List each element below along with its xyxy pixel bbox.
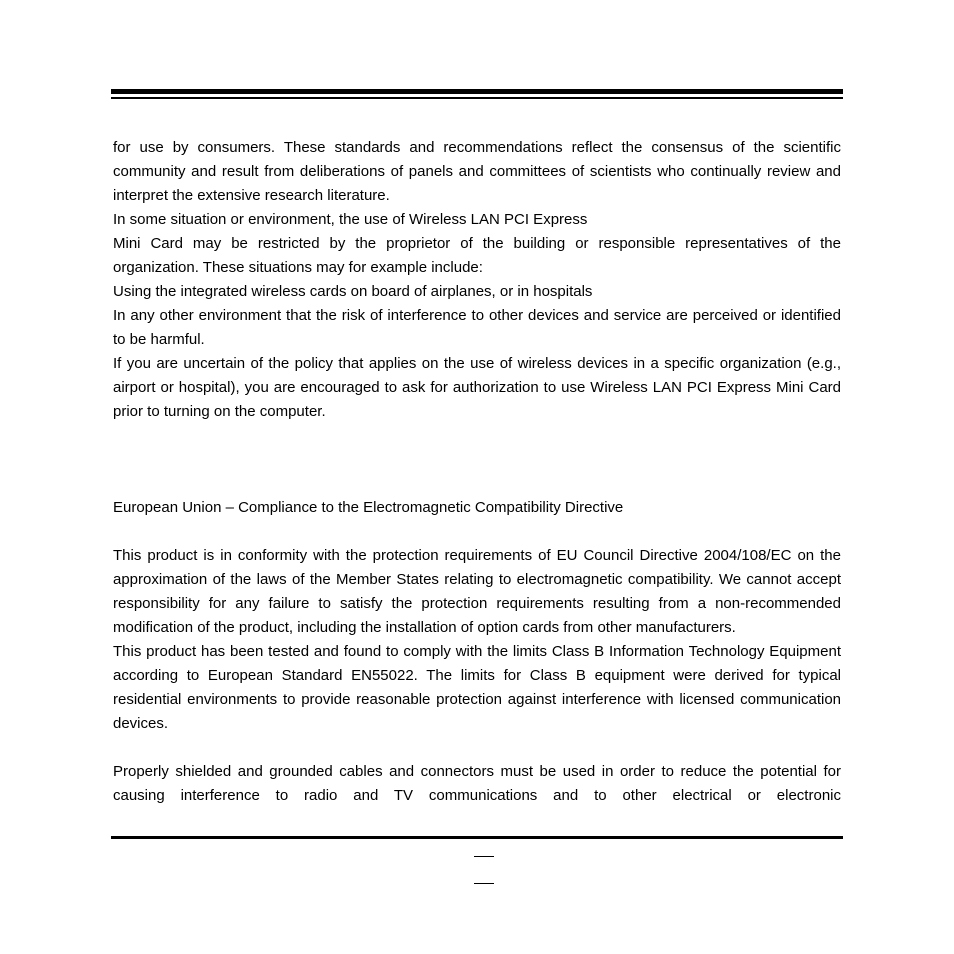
body-paragraph-5: In any other environment that the risk of interference to other devices and service are perceived or identified to be harmful. (113, 307, 841, 348)
body-paragraph-6: If you are uncertain of the policy that applies on the use of wireless devices in a specific organization (e.g., airport or hospital), you are encouraged to ask for authorization to use Wireless LAN PCI Express Mini Card prior to turning on the computer. (113, 355, 841, 420)
eu-paragraph-1: This product is in conformity with the protection requirements of EU Council Directive 2004/108/EC on the approximation of the laws of the Member States relating to electromagnetic compatibility. We cannot accept responsibility for any failure to satisfy the protection requirements resulting from a non-recommended modification of the product, including the installation of option cards from other manufacturers. (113, 547, 841, 636)
page-body (113, 136, 841, 808)
section-heading: European Union – Compliance to the Electromagnetic Compatibility Directive (113, 499, 624, 516)
footer-rule (111, 836, 843, 839)
page-number-line-lower (474, 883, 494, 884)
body-paragraph-4: Using the integrated wireless cards on board of airplanes, or in hospitals (113, 283, 593, 300)
paragraph-spacer (113, 736, 841, 760)
heading-spacer (113, 520, 841, 544)
body-paragraph-3: Mini Card may be restricted by the proprietor of the building or responsible representatives of the organization. These situations may for example include: (113, 235, 841, 276)
body-paragraph-1: for use by consumers. These standards and recommendations reflect the consensus of the scientific community and result from deliberations of panels and committees of scientists who continually review and interpret the extensive research literature. (113, 139, 841, 204)
header-rule-thin (111, 97, 843, 99)
section-spacer (113, 424, 841, 496)
header-rule-thick (111, 89, 843, 94)
page-number-line-upper (474, 856, 494, 857)
body-paragraph-2: In some situation or environment, the use of Wireless LAN PCI Express (113, 211, 588, 228)
eu-paragraph-3: Properly shielded and grounded cables and connectors must be used in order to reduce the potential for causing interference to radio and TV communications and to other electrical or electronic (113, 763, 841, 804)
eu-paragraph-2: This product has been tested and found to comply with the limits Class B Information Technology Equipment according to European Standard EN55022. The limits for Class B equipment were derived for typical residential environments to provide reasonable protection against interference with licensed communication devices. (113, 643, 841, 732)
